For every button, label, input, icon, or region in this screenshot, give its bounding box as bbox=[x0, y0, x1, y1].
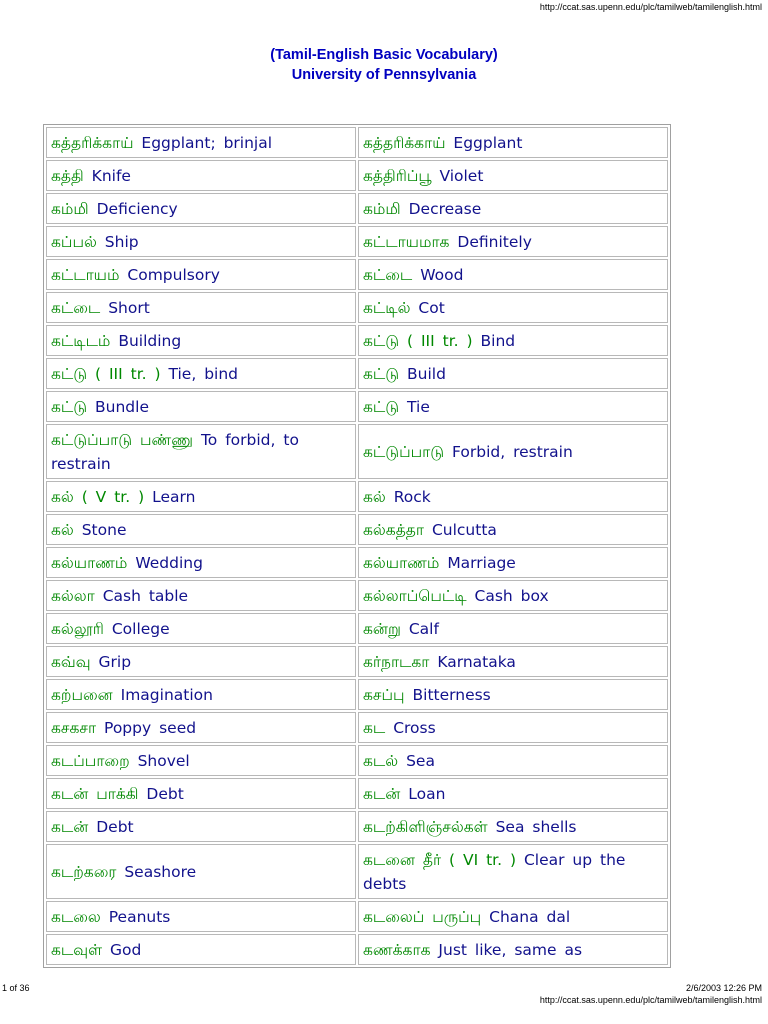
vocab-row bbox=[46, 481, 668, 512]
english-meaning: Poppy seed bbox=[104, 719, 197, 737]
vocab-cell bbox=[46, 259, 356, 290]
english-meaning: Sea shells bbox=[495, 818, 577, 836]
tamil-word: கட்டு bbox=[51, 398, 88, 416]
vocab-cell bbox=[46, 127, 356, 158]
vocab-row bbox=[46, 712, 668, 743]
vocab-cell bbox=[46, 646, 356, 677]
vocab-cell bbox=[46, 424, 356, 479]
page-url-footer: http://ccat.sas.upenn.edu/plc/tamilweb/tamilenglish.html bbox=[539, 995, 762, 1005]
tamil-word: கர்நாடகா bbox=[363, 653, 430, 671]
vocab-cell bbox=[358, 481, 668, 512]
tamil-word: கட்டு bbox=[363, 398, 400, 416]
tamil-word: கட்டை bbox=[363, 266, 413, 284]
tamil-word: கட்டுப்பாடு bbox=[363, 443, 445, 461]
tamil-word: கல்யாணம் bbox=[363, 554, 440, 572]
vocab-cell bbox=[358, 391, 668, 422]
tamil-word: கல்யாணம் bbox=[51, 554, 128, 572]
english-meaning: Build bbox=[407, 365, 446, 383]
tamil-word: கடன் பாக்கி bbox=[51, 785, 139, 803]
vocab-cell bbox=[46, 358, 356, 389]
page-subtitle: University of Pennsylvania bbox=[291, 67, 477, 83]
tamil-word: கல் ( V tr. ) bbox=[51, 488, 145, 506]
vocab-cell bbox=[46, 325, 356, 356]
vocab-cell bbox=[358, 259, 668, 290]
tamil-word: கப்பல் bbox=[51, 233, 97, 251]
english-meaning: Wedding bbox=[135, 554, 203, 572]
english-meaning: Bitterness bbox=[412, 686, 491, 704]
tamil-word: கட்டு ( III tr. ) bbox=[51, 365, 161, 383]
english-meaning: Seashore bbox=[124, 863, 197, 881]
english-meaning: Eggplant; brinjal bbox=[141, 134, 273, 152]
tamil-word: கல்கத்தா bbox=[363, 521, 424, 539]
vocab-cell bbox=[358, 901, 668, 932]
english-meaning: Calf bbox=[408, 620, 439, 638]
english-meaning: Bind bbox=[480, 332, 516, 350]
tamil-word: கல் bbox=[51, 521, 74, 539]
vocab-row bbox=[46, 679, 668, 710]
vocab-cell bbox=[46, 613, 356, 644]
vocabulary-table bbox=[43, 124, 671, 968]
english-meaning: Imagination bbox=[120, 686, 213, 704]
vocab-row bbox=[46, 901, 668, 932]
english-meaning: Cot bbox=[418, 299, 445, 317]
english-meaning: Forbid, restrain bbox=[452, 443, 573, 461]
tamil-word: கம்மி bbox=[51, 200, 89, 218]
vocab-row bbox=[46, 547, 668, 578]
tamil-word: கணக்காக bbox=[363, 941, 431, 959]
tamil-word: கடற்கரை bbox=[51, 863, 117, 881]
vocab-cell bbox=[46, 226, 356, 257]
vocab-cell bbox=[358, 127, 668, 158]
vocab-cell bbox=[358, 424, 668, 479]
english-meaning: Short bbox=[108, 299, 150, 317]
print-datetime: 2/6/2003 12:26 PM bbox=[685, 983, 762, 993]
vocab-cell bbox=[46, 292, 356, 323]
tamil-word: கடற்கிளிஞ்சல்கள் bbox=[363, 818, 488, 836]
vocab-cell bbox=[358, 646, 668, 677]
english-meaning: Peanuts bbox=[108, 908, 171, 926]
vocab-row bbox=[46, 424, 668, 479]
vocab-row bbox=[46, 391, 668, 422]
tamil-word: கடலை bbox=[51, 908, 101, 926]
vocab-cell bbox=[46, 481, 356, 512]
vocab-row bbox=[46, 127, 668, 158]
vocab-cell bbox=[46, 934, 356, 965]
tamil-word: கடப்பாறை bbox=[51, 752, 130, 770]
vocab-row bbox=[46, 844, 668, 899]
tamil-word: கட்டிடம் bbox=[51, 332, 111, 350]
tamil-word: கல்லாப்பெட்டி bbox=[363, 587, 467, 605]
english-meaning: Culcutta bbox=[431, 521, 497, 539]
vocab-cell bbox=[358, 193, 668, 224]
english-meaning: Decrease bbox=[408, 200, 482, 218]
vocab-cell bbox=[46, 679, 356, 710]
vocab-cell bbox=[358, 778, 668, 809]
english-meaning: Tie bbox=[407, 398, 430, 416]
tamil-word: கத்தரிக்காய் bbox=[51, 134, 134, 152]
vocab-cell bbox=[358, 712, 668, 743]
tamil-word: கட்டாயம் bbox=[51, 266, 120, 284]
vocab-row bbox=[46, 226, 668, 257]
vocab-cell bbox=[46, 160, 356, 191]
english-meaning: Bundle bbox=[95, 398, 149, 416]
english-meaning: Chana dal bbox=[489, 908, 571, 926]
english-meaning: Ship bbox=[104, 233, 139, 251]
vocab-row bbox=[46, 580, 668, 611]
vocab-row bbox=[46, 811, 668, 842]
tamil-word: கத்திரிப்பூ bbox=[363, 167, 432, 185]
vocab-cell bbox=[358, 934, 668, 965]
vocab-cell bbox=[46, 580, 356, 611]
vocab-cell bbox=[46, 193, 356, 224]
vocab-cell bbox=[46, 547, 356, 578]
vocab-row bbox=[46, 160, 668, 191]
vocab-cell bbox=[46, 844, 356, 899]
vocab-cell bbox=[358, 547, 668, 578]
english-meaning: Just like, same as bbox=[438, 941, 583, 959]
vocab-cell bbox=[46, 514, 356, 545]
english-meaning: Karnataka bbox=[437, 653, 516, 671]
english-meaning: Building bbox=[118, 332, 182, 350]
vocab-cell bbox=[358, 160, 668, 191]
english-meaning: College bbox=[111, 620, 170, 638]
vocab-row bbox=[46, 193, 668, 224]
tamil-word: கடலைப் பருப்பு bbox=[363, 908, 482, 926]
english-meaning: Definitely bbox=[457, 233, 532, 251]
english-meaning: Cash table bbox=[102, 587, 189, 605]
tamil-word: கட்டை bbox=[51, 299, 101, 317]
page-count: 1 of 36 bbox=[2, 983, 30, 993]
vocab-row bbox=[46, 358, 668, 389]
tamil-word: கசகசா bbox=[51, 719, 97, 737]
page-url-header: http://ccat.sas.upenn.edu/plc/tamilweb/tamilenglish.html bbox=[539, 2, 762, 12]
english-meaning: Wood bbox=[420, 266, 464, 284]
vocab-row bbox=[46, 259, 668, 290]
english-meaning: Sea bbox=[406, 752, 435, 770]
tamil-word: கடன் bbox=[363, 785, 401, 803]
tamil-word: கன்று bbox=[363, 620, 401, 638]
tamil-word: கல்லூரி bbox=[51, 620, 104, 638]
vocab-row bbox=[46, 934, 668, 965]
vocab-cell bbox=[358, 844, 668, 899]
vocab-cell bbox=[358, 580, 668, 611]
tamil-word: கல் bbox=[363, 488, 386, 506]
tamil-word: கடல் bbox=[363, 752, 399, 770]
tamil-word: கட்டுப்பாடு பண்ணு bbox=[51, 431, 194, 449]
english-meaning: Grip bbox=[98, 653, 132, 671]
vocab-cell bbox=[358, 811, 668, 842]
vocab-cell bbox=[358, 514, 668, 545]
document-titles bbox=[0, 45, 768, 85]
vocab-cell bbox=[46, 901, 356, 932]
tamil-word: கவ்வு bbox=[51, 653, 91, 671]
vocab-cell bbox=[358, 358, 668, 389]
vocab-cell bbox=[46, 811, 356, 842]
tamil-word: கட்டாயமாக bbox=[363, 233, 450, 251]
tamil-word: கற்பனை bbox=[51, 686, 113, 704]
vocab-cell bbox=[358, 613, 668, 644]
vocab-row bbox=[46, 514, 668, 545]
vocab-cell bbox=[46, 391, 356, 422]
english-meaning: Stone bbox=[81, 521, 127, 539]
tamil-word: கடவுள் bbox=[51, 941, 103, 959]
tamil-word: கம்மி bbox=[363, 200, 401, 218]
english-meaning: Debt bbox=[96, 818, 134, 836]
vocab-row bbox=[46, 325, 668, 356]
tamil-word: கட bbox=[363, 719, 386, 737]
vocab-cell bbox=[358, 679, 668, 710]
vocab-cell bbox=[46, 745, 356, 776]
tamil-word: கத்தி bbox=[51, 167, 84, 185]
vocab-cell bbox=[358, 745, 668, 776]
english-meaning: God bbox=[110, 941, 142, 959]
vocab-row bbox=[46, 646, 668, 677]
tamil-word: கட்டு bbox=[363, 365, 400, 383]
english-meaning: Compulsory bbox=[127, 266, 220, 284]
english-meaning: To forbid, to restrain bbox=[51, 431, 299, 473]
vocab-cell bbox=[358, 325, 668, 356]
tamil-word: கத்தரிக்காய் bbox=[363, 134, 446, 152]
tamil-word: கட்டில் bbox=[363, 299, 411, 317]
vocab-row bbox=[46, 745, 668, 776]
english-meaning: Clear up the debts bbox=[363, 851, 626, 893]
vocab-cell bbox=[358, 226, 668, 257]
page-title: (Tamil-English Basic Vocabulary) bbox=[270, 47, 498, 63]
vocab-cell bbox=[358, 292, 668, 323]
english-meaning: Marriage bbox=[447, 554, 516, 572]
english-meaning: Learn bbox=[152, 488, 196, 506]
tamil-word: கடனை தீர் ( VI tr. ) bbox=[363, 851, 517, 869]
english-meaning: Loan bbox=[408, 785, 446, 803]
english-meaning: Rock bbox=[393, 488, 431, 506]
tamil-word: கடன் bbox=[51, 818, 89, 836]
vocab-row bbox=[46, 778, 668, 809]
english-meaning: Deficiency bbox=[96, 200, 178, 218]
english-meaning: Knife bbox=[91, 167, 131, 185]
english-meaning: Tie, bind bbox=[168, 365, 238, 383]
vocab-row bbox=[46, 613, 668, 644]
vocab-cell bbox=[46, 778, 356, 809]
vocab-row bbox=[46, 292, 668, 323]
english-meaning: Violet bbox=[439, 167, 484, 185]
english-meaning: Cash box bbox=[474, 587, 549, 605]
tamil-word: கசப்பு bbox=[363, 686, 405, 704]
tamil-word: கல்லா bbox=[51, 587, 95, 605]
english-meaning: Eggplant bbox=[453, 134, 523, 152]
english-meaning: Debt bbox=[146, 785, 184, 803]
english-meaning: Shovel bbox=[137, 752, 190, 770]
english-meaning: Cross bbox=[393, 719, 436, 737]
tamil-word: கட்டு ( III tr. ) bbox=[363, 332, 473, 350]
vocab-cell bbox=[46, 712, 356, 743]
